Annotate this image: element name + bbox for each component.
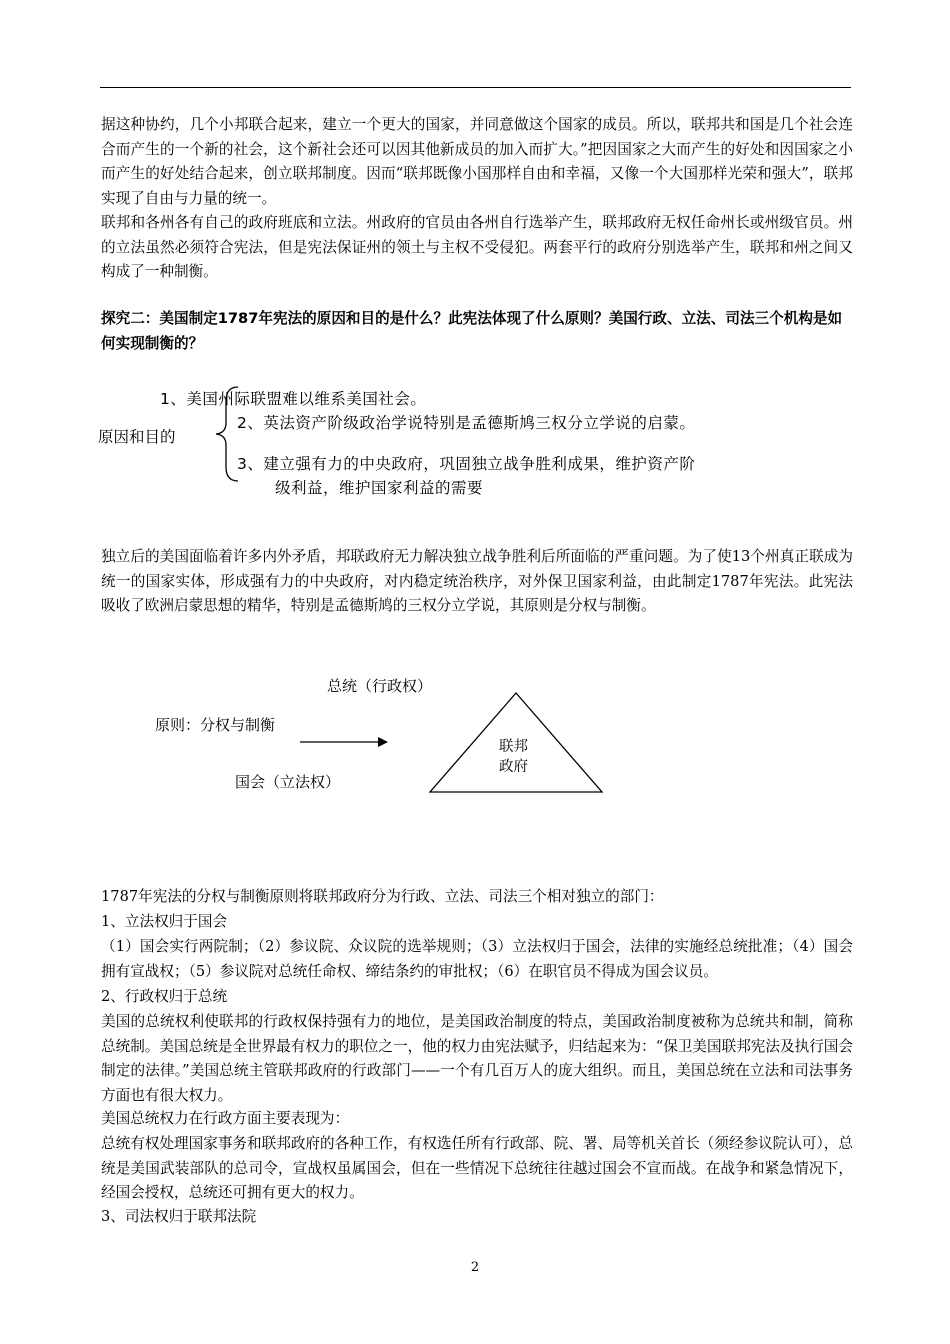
triangle-center-line-1: 联邦 [499, 739, 528, 755]
judicial-heading: 3、司法权归于联邦法院 [101, 1208, 257, 1225]
executive-powers-details: 总统有权处理国家事务和联邦政府的各种工作，有权选任所有行政部、院、署、局等机关首长（须经参议院认可），总统是美国武装部队的总司令，宣战权虽属国会，但在一些情况下总统往往越过国会不宣而战。在战争和紧急情况下，经国会授权，总统还可拥有更大的权力。 [101, 1135, 853, 1201]
legislative-details: （1）国会实行两院制；（2）参议院、众议院的选举规则；（3）立法权归于国会，法律的实施经总统批准；（4）国会拥有宣战权；（5）参议院对总统任命权、缔结条约的审批权；（6）在职官员不得成为国会议员。 [101, 938, 853, 980]
reason-item-3 [237, 452, 817, 497]
header-rule [100, 87, 851, 88]
executive-details: 美国的总统权利使联邦的行政权保持强有力的地位，是美国政治制度的特点，美国政治制度被称为总统共和制，简称总统制。美国总统是全世界最有权力的职位之一，他的权力由宪法赋予，归结起来为：“保卫美国联邦宪法及执行国会制定的法律。”美国总统主管联邦政府的行政部门——一个有几百万人的庞大组织。而且，美国总统在立法和司法事务方面也有很大权力。 [101, 1013, 853, 1104]
executive-heading: 2、行政权归于总统 [101, 988, 228, 1005]
inquiry-question-heading: 探究二：美国制定1787年宪法的原因和目的是什么？此宪法体现了什么原则？美国行政、立法、司法三个机构是如何实现制衡的？ [101, 310, 843, 352]
president-label: 总统（行政权） [327, 677, 433, 695]
arrow-right-icon [298, 734, 390, 750]
paragraph-constitution-purpose: 独立后的美国面临着许多内外矛盾，邦联政府无力解决独立战争胜利后所面临的严重问题。为了使13个州真正联成为统一的国家实体，形成强有力的中央政府，对内稳定统治秩序，对外保卫国家利益，由此制定1787年宪法。此宪法吸收了欧洲启蒙思想的精华，特别是孟德斯鸠的三权分立学说，其原则是分权与制衡。 [101, 548, 853, 614]
principle-label: 原则：分权与制衡 [155, 716, 276, 734]
page-number: 2 [470, 1260, 480, 1275]
paragraph-federation-benefits: 据这种协约，几个小邦联合起来，建立一个更大的国家，并同意做这个国家的成员。所以，联邦共和国是几个社会连合而产生的一个新的社会，这个新社会还可以因其他新成员的加入而扩大。”把因国家之大而产生的好处和因国家之小而产生的好处结合起来，创立联邦制度。因而“联邦既像小国那样自由和幸福，又像一个大国那样光荣和强大”，联邦实现了自由与力量的统一。 [101, 116, 853, 207]
reason-item-3-line-1: 3、建立强有力的中央政府，巩固独立战争胜利成果，维护资产阶 [237, 455, 696, 473]
reason-item-1: 1、美国州际联盟难以维系美国社会。 [160, 390, 427, 408]
paragraph-federal-state-balance: 联邦和各州各有自己的政府班底和立法。州政府的官员由各州自行选举产生，联邦政府无权任命州长或州级官员。州的立法虽然必须符合宪法，但是宪法保证州的领土与主权不受侵犯。两套平行的政府分别选举产生，联邦和州之间又构成了一种制衡。 [101, 214, 853, 280]
executive-powers-heading: 美国总统权力在行政方面主要表现为： [101, 1110, 350, 1127]
legislative-heading: 1、立法权归于国会 [101, 913, 228, 930]
congress-label: 国会（立法权） [235, 773, 341, 791]
reason-item-2: 2、英法资产阶级政治学说特别是孟德斯鸠三权分立学说的启蒙。 [237, 414, 696, 432]
triangle-center-line-2: 政府 [499, 759, 528, 775]
reason-item-3-line-2: 级利益，维护国家利益的需要 [275, 479, 484, 497]
reasons-label: 原因和目的 [98, 428, 176, 446]
separation-intro-line: 1787年宪法的分权与制衡原则将联邦政府分为行政、立法、司法三个相对独立的部门： [101, 888, 664, 905]
